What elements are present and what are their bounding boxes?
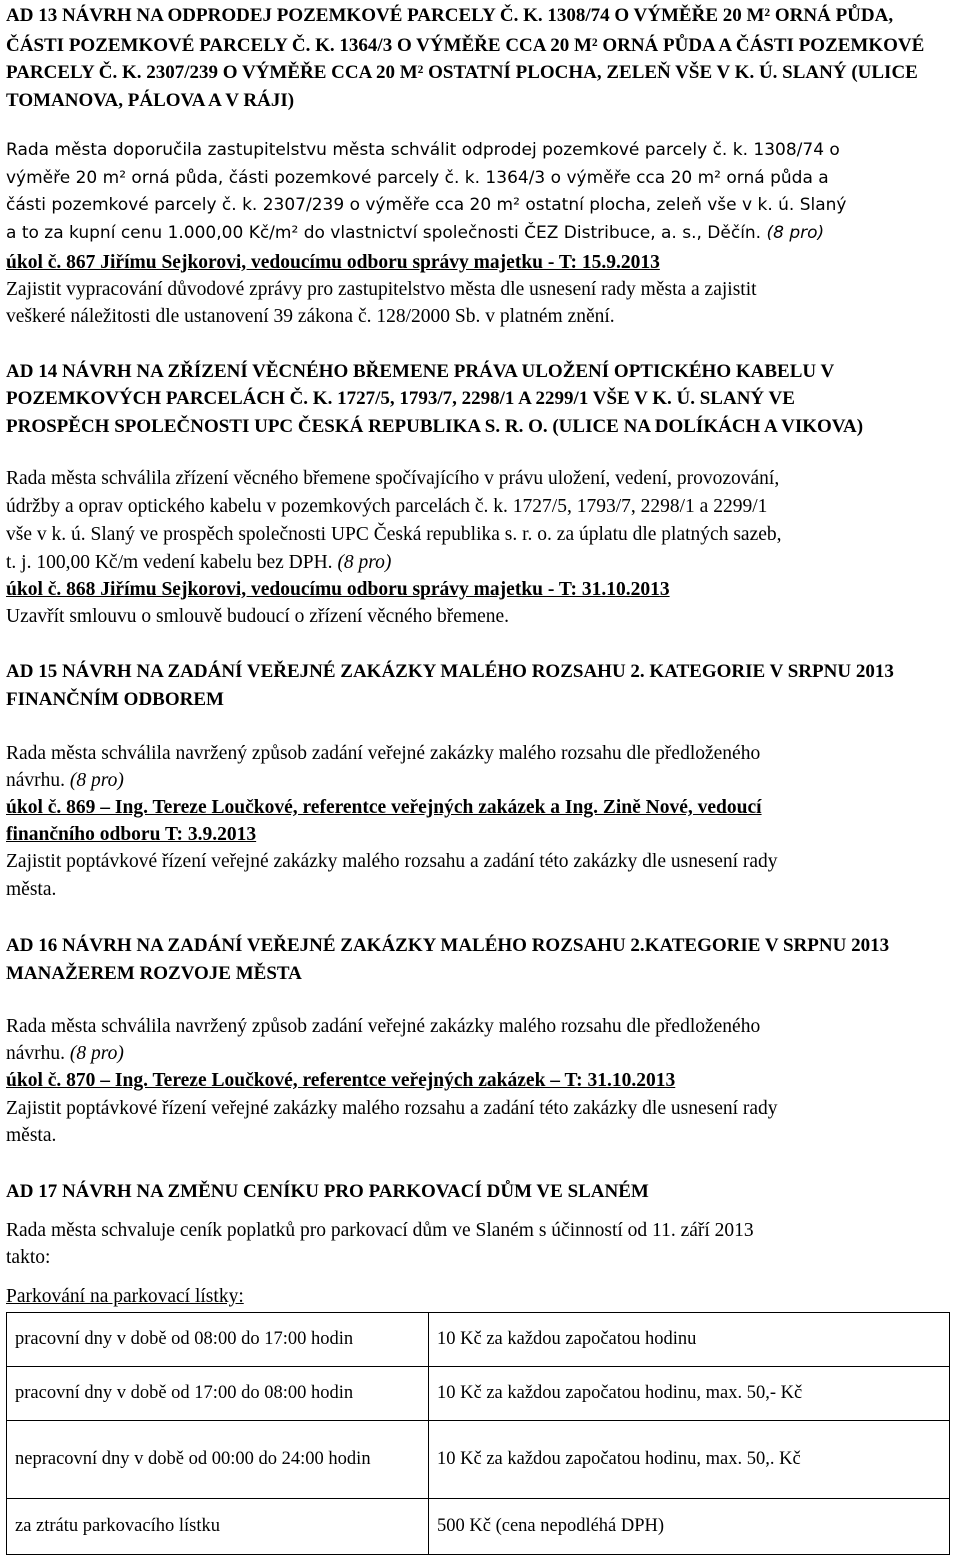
- fee-amount-cell: 10 Kč za každou započatou hodinu, max. 50,- Kč: [429, 1367, 950, 1421]
- section-14-task-text: Uzavřít smlouvu o smlouvě budoucí o zřízení věcného břemene.: [6, 606, 510, 627]
- section-16-task-text-1: Zajistit poptávkové řízení veřejné zakázky malého rozsahu a zadání této zakázky dle usnesení rady: [6, 1098, 778, 1119]
- section-15-task-line-2: finančního odboru T: 3.9.2013: [6, 824, 257, 845]
- section-14-heading-line-3: PROSPĚCH SPOLEČNOSTI UPC ČESKÁ REPUBLIKA S. R. O. (ULICE NA DOLÍKÁCH A VIKOVA): [6, 416, 864, 437]
- section-15-resolution-text: návrhu.: [6, 770, 66, 791]
- section-13-heading-line-3: PARCELY Č. K. 2307/239 O VÝMĚŘE CCA 20 M² OSTATNÍ PLOCHA, ZELEŇ VŠE V K. Ú. SLANÝ (ULICE: [6, 62, 918, 83]
- section-16-task: úkol č. 870 – Ing. Tereze Loučkové, referentce veřejných zakázek – T: 31.10.2013: [6, 1070, 676, 1091]
- section-13-resolution-line-1: Rada města doporučila zastupitelstvu města schválit odprodej pozemkové parcely č. k. 1308/74 o: [6, 140, 840, 160]
- section-15-task-text-2: města.: [6, 879, 57, 900]
- section-13-resolution-line-4: [6, 225, 824, 242]
- section-14-heading-line-2: POZEMKOVÝCH PARCELÁCH Č. K. 1727/5, 1793/7, 2298/1 A 2299/1 VŠE V K. Ú. SLANÝ VE: [6, 388, 795, 409]
- fee-amount-cell: 500 Kč (cena nepodléhá DPH): [429, 1499, 950, 1555]
- fee-period-cell: za ztrátu parkovacího lístku: [7, 1499, 429, 1555]
- section-15-task-line-1: úkol č. 869 – Ing. Tereze Loučkové, referentce veřejných zakázek a Ing. Zině Nové, vedoucí: [6, 797, 762, 818]
- section-17-resolution-line-2: takto:: [6, 1247, 51, 1268]
- section-14-heading-line-1: AD 14 NÁVRH NA ZŘÍZENÍ VĚCNÉHO BŘEMENE PRÁVA ULOŽENÍ OPTICKÉHO KABELU V: [6, 361, 835, 382]
- section-17-heading: AD 17 NÁVRH NA ZMĚNU CENÍKU PRO PARKOVACÍ DŮM VE SLANÉM: [6, 1181, 649, 1202]
- section-15-vote: (8 pro): [69, 770, 124, 791]
- section-14-task: úkol č. 868 Jiřímu Sejkorovi, vedoucímu odboru správy majetku - T: 31.10.2013: [6, 579, 670, 600]
- section-13-task-text-2: veškeré náležitosti dle ustanovení 39 zákona č. 128/2000 Sb. v platném znění.: [6, 306, 615, 327]
- fee-amount-cell: 10 Kč za každou započatou hodinu, max. 50,. Kč: [429, 1421, 950, 1499]
- fee-amount-cell: 10 Kč za každou započatou hodinu: [429, 1313, 950, 1367]
- table-row: [7, 1499, 950, 1555]
- section-14-resolution-text: t. j. 100,00 Kč/m vedení kabelu bez DPH.: [6, 552, 333, 573]
- section-13-vote: (8 pro): [766, 223, 825, 243]
- section-13-heading-line-1: AD 13 NÁVRH NA ODPRODEJ POZEMKOVÉ PARCELY Č. K. 1308/74 O VÝMĚŘE 20 M² ORNÁ PŮDA,: [6, 5, 894, 26]
- section-14-resolution-line-2: údržby a oprav optického kabelu v pozemkových parcelách č. k. 1727/5, 1793/7, 2298/1 a 2299/1: [6, 496, 768, 517]
- section-16-heading-line-2: MANAŽEREM ROZVOJE MĚSTA: [6, 963, 302, 984]
- parking-fee-table: [6, 1312, 950, 1555]
- section-14-resolution-line-3: vše v k. ú. Slaný ve prospěch společnosti UPC Česká republika s. r. o. za úplatu dle platných sazeb,: [6, 524, 782, 545]
- section-13-resolution-line-3: části pozemkové parcely č. k. 2307/239 o výměře cca 20 m² ostatní plocha, zeleň vše v k. ú. Slaný: [6, 195, 847, 215]
- section-13-heading-line-4: TOMANOVA, PÁLOVA A V RÁJI): [6, 90, 295, 111]
- section-16-task-text-2: města.: [6, 1125, 57, 1146]
- section-14-resolution-line-4: [6, 553, 391, 573]
- section-16-heading-line-1: AD 16 NÁVRH NA ZADÁNÍ VEŘEJNÉ ZAKÁZKY MALÉHO ROZSAHU 2.KATEGORIE V SRPNU 2013: [6, 935, 890, 956]
- section-15-resolution-line-2: [6, 771, 124, 791]
- section-13-task: úkol č. 867 Jiřímu Sejkorovi, vedoucímu odboru správy majetku - T: 15.9.2013: [6, 252, 660, 273]
- section-16-vote: (8 pro): [69, 1043, 124, 1064]
- parking-subheading: Parkování na parkovací lístky:: [6, 1286, 244, 1307]
- fee-period-cell: pracovní dny v době od 08:00 do 17:00 hodin: [7, 1313, 429, 1367]
- section-13-heading-line-2: ČÁSTI POZEMKOVÉ PARCELY Č. K. 1364/3 O VÝMĚŘE CCA 20 M² ORNÁ PŮDA A ČÁSTI POZEMKOVÉ: [6, 35, 925, 56]
- section-16-resolution-line-2: [6, 1044, 124, 1064]
- table-row: [7, 1367, 950, 1421]
- section-14-resolution-line-1: Rada města schválila zřízení věcného břemene spočívajícího v právu uložení, vedení, provozování,: [6, 468, 780, 489]
- section-15-heading-line-2: FINANČNÍM ODBOREM: [6, 689, 224, 710]
- section-14-vote: (8 pro): [337, 552, 392, 573]
- section-15-task-text-1: Zajistit poptávkové řízení veřejné zakázky malého rozsahu a zadání této zakázky dle usnesení rady: [6, 851, 778, 872]
- section-13-resolution-line-2: výměře 20 m² orná půda, části pozemkové parcely č. k. 1364/3 o výměře cca 20 m² orná půda a: [6, 168, 829, 188]
- section-17-resolution-line-1: Rada města schvaluje ceník poplatků pro parkovací dům ve Slaném s účinností od 11. září 2013: [6, 1220, 754, 1241]
- section-13-resolution-text: a to za kupní cenu 1.000,00 Kč/m² do vlastnictví společnosti ČEZ Distribuce, a. s., Děčín.: [6, 223, 762, 243]
- fee-period-cell: nepracovní dny v době od 00:00 do 24:00 hodin: [7, 1421, 429, 1499]
- section-13-task-text-1: Zajistit vypracování důvodové zprávy pro zastupitelstvo města dle usnesení rady města a zajistit: [6, 279, 757, 300]
- table-row: [7, 1421, 950, 1499]
- section-16-resolution-line-1: Rada města schválila navržený způsob zadání veřejné zakázky malého rozsahu dle předloženého: [6, 1016, 761, 1037]
- section-15-resolution-line-1: Rada města schválila navržený způsob zadání veřejné zakázky malého rozsahu dle předloženého: [6, 743, 761, 764]
- fee-period-cell: pracovní dny v době od 17:00 do 08:00 hodin: [7, 1367, 429, 1421]
- table-row: [7, 1313, 950, 1367]
- section-15-heading-line-1: AD 15 NÁVRH NA ZADÁNÍ VEŘEJNÉ ZAKÁZKY MALÉHO ROZSAHU 2. KATEGORIE V SRPNU 2013: [6, 661, 894, 682]
- section-16-resolution-text: návrhu.: [6, 1043, 66, 1064]
